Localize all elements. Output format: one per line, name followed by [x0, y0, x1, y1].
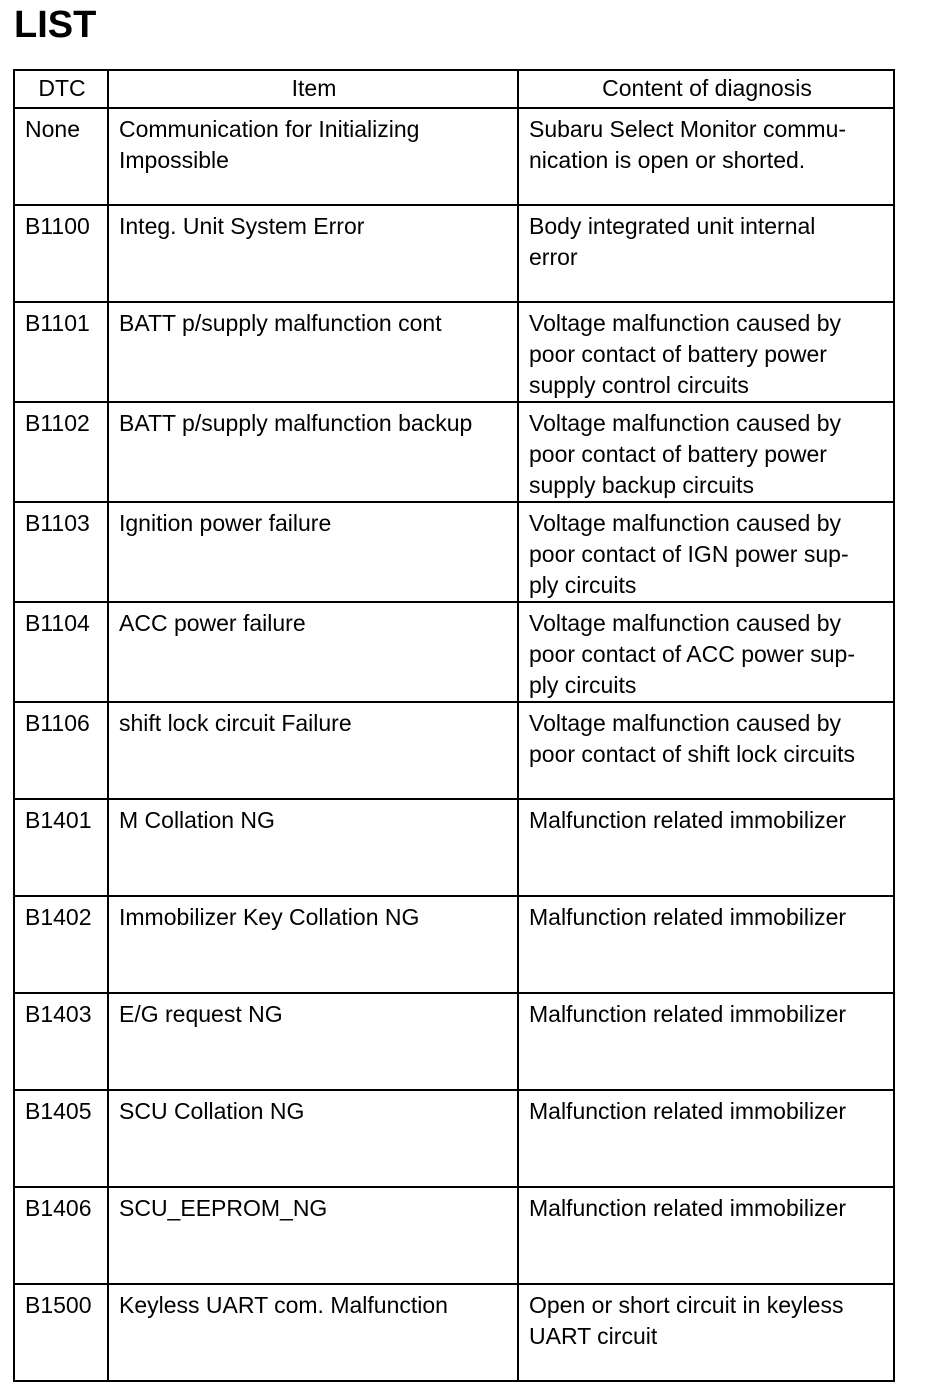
diagnosis-content-cell: Voltage malfunction caused by poor contact of IGN power sup- ply circuits [518, 502, 894, 602]
item-cell: ACC power failure [108, 602, 518, 702]
table-row [14, 896, 894, 993]
column-header-dtc: DTC [14, 70, 108, 108]
column-header-item: Item [108, 70, 518, 108]
item-cell: BATT p/supply malfunction cont [108, 302, 518, 402]
dtc-code-cell: B1406 [14, 1187, 108, 1284]
page-title: LIST [14, 4, 97, 46]
item-cell: Communication for Initializing Impossible [108, 108, 518, 205]
diagnosis-content-cell: Voltage malfunction caused by poor contact of ACC power sup- ply circuits [518, 602, 894, 702]
diagnosis-content-cell: Body integrated unit internal error [518, 205, 894, 302]
item-cell: shift lock circuit Failure [108, 702, 518, 799]
item-cell: Immobilizer Key Collation NG [108, 896, 518, 993]
table-row [14, 1090, 894, 1187]
diagnosis-content-cell: Malfunction related immobilizer [518, 1187, 894, 1284]
table-row [14, 108, 894, 205]
table-row [14, 702, 894, 799]
dtc-code-cell: B1102 [14, 402, 108, 502]
diagnosis-content-cell: Voltage malfunction caused by poor contact of battery power supply control circuits [518, 302, 894, 402]
table-header-row [14, 70, 894, 108]
diagnosis-content-cell: Open or short circuit in keyless UART circuit [518, 1284, 894, 1381]
dtc-code-cell: B1405 [14, 1090, 108, 1187]
dtc-code-cell: B1101 [14, 302, 108, 402]
item-cell: E/G request NG [108, 993, 518, 1090]
item-cell: M Collation NG [108, 799, 518, 896]
item-cell: SCU_EEPROM_NG [108, 1187, 518, 1284]
dtc-code-cell: B1103 [14, 502, 108, 602]
table-row [14, 205, 894, 302]
diagnosis-content-cell: Malfunction related immobilizer [518, 896, 894, 993]
table-row [14, 402, 894, 502]
dtc-code-cell: None [14, 108, 108, 205]
diagnosis-content-cell: Subaru Select Monitor commu- nication is open or shorted. [518, 108, 894, 205]
dtc-code-cell: B1106 [14, 702, 108, 799]
table-row [14, 602, 894, 702]
table-row [14, 502, 894, 602]
diagnosis-content-cell: Voltage malfunction caused by poor contact of battery power supply backup circuits [518, 402, 894, 502]
diagnosis-content-cell: Malfunction related immobilizer [518, 799, 894, 896]
dtc-code-cell: B1401 [14, 799, 108, 896]
diagnosis-content-cell: Malfunction related immobilizer [518, 993, 894, 1090]
dtc-code-cell: B1403 [14, 993, 108, 1090]
item-cell: Keyless UART com. Malfunction [108, 1284, 518, 1381]
dtc-code-cell: B1500 [14, 1284, 108, 1381]
table-body [14, 108, 894, 1381]
item-cell: SCU Collation NG [108, 1090, 518, 1187]
column-header-content: Content of diagnosis [518, 70, 894, 108]
diagnosis-content-cell: Malfunction related immobilizer [518, 1090, 894, 1187]
diagnosis-content-cell: Voltage malfunction caused by poor contact of shift lock circuits [518, 702, 894, 799]
table-row [14, 799, 894, 896]
table-row [14, 1284, 894, 1381]
dtc-list-table [13, 69, 895, 1382]
table-row [14, 302, 894, 402]
item-cell: Integ. Unit System Error [108, 205, 518, 302]
table-row [14, 993, 894, 1090]
dtc-code-cell: B1402 [14, 896, 108, 993]
item-cell: Ignition power failure [108, 502, 518, 602]
table-row [14, 1187, 894, 1284]
item-cell: BATT p/supply malfunction backup [108, 402, 518, 502]
dtc-code-cell: B1100 [14, 205, 108, 302]
dtc-code-cell: B1104 [14, 602, 108, 702]
